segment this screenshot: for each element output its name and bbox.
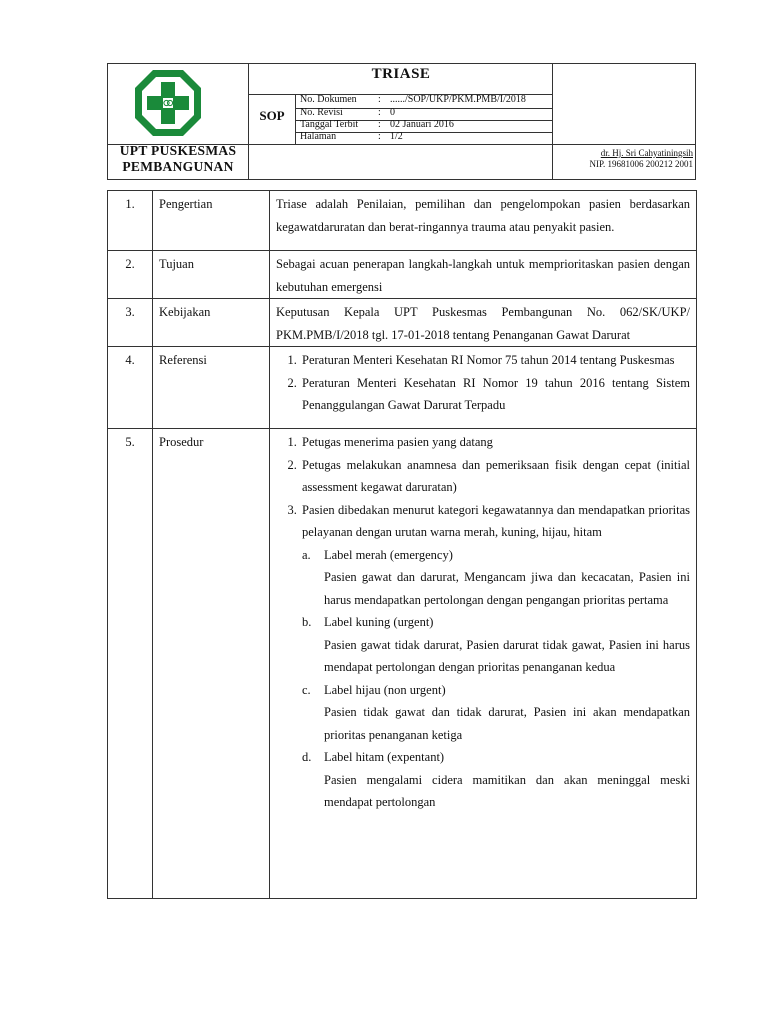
org-name-line1: UPT PUSKESMAS xyxy=(119,143,237,158)
section-title: Referensi xyxy=(153,347,270,429)
list-item: 1. Peraturan Menteri Kesehatan RI Nomor 75 tahun 2014 tentang Puskesmas xyxy=(300,349,690,372)
label-description: Pasien gawat dan darurat, Mengancam jiwa dan kecacatan, Pasien ini harus mendapatkan pertolongan dengan pengangan prioritas pertama xyxy=(324,570,690,607)
organization-name xyxy=(108,143,248,175)
section-title: Pengertian xyxy=(153,191,270,251)
label-title: Label hijau (non urgent) xyxy=(324,682,446,697)
procedure-list xyxy=(276,431,690,814)
label-item-yellow xyxy=(302,611,690,679)
section-number: 5. xyxy=(108,429,153,899)
label-marker: a. xyxy=(302,547,311,562)
section-content xyxy=(270,347,697,429)
list-item-text: 3. Pasien dibedakan menurut kategori kegawatannya dan mendapatkan prioritas pelayanan dengan urutan warna merah, kuning, hijau, hitam xyxy=(302,502,690,539)
section-row-policy xyxy=(108,299,697,347)
reference-list xyxy=(276,349,690,417)
label-description: Pasien mengalami cidera mamitikan dan akan meninggal meski mendapat pertolongan xyxy=(324,772,690,809)
section-row-purpose xyxy=(108,251,697,299)
meta-row-issue-date: Tanggal Terbit : 02 Januari 2016 xyxy=(300,119,454,130)
section-number: 3. xyxy=(108,299,153,347)
section-content xyxy=(270,429,697,899)
label-item-red xyxy=(302,544,690,612)
signature-block xyxy=(553,148,693,170)
list-item: 1. Petugas menerima pasien yang datang xyxy=(300,431,690,454)
org-name-line2: PEMBANGUNAN xyxy=(122,159,234,174)
signer-name: dr. Hj. Sri Cahyatiningsih xyxy=(600,148,693,158)
meta-row-document-number: No. Dokumen : ....../SOP/UKP/PKM.PMB/I/2018 xyxy=(300,94,526,105)
label-item-green xyxy=(302,679,690,747)
label-description: Pasien gawat tidak darurat, Pasien darurat tidak gawat, Pasien ini harus mendapat pertolongan dengan prioritas penanganan kedua xyxy=(324,637,690,674)
label-description: Pasien tidak gawat dan tidak darurat, Pasien ini akan mendapatkan prioritas penanganan ketiga xyxy=(324,705,690,742)
label-marker: d. xyxy=(302,750,312,764)
document-title: TRIASE xyxy=(371,66,431,82)
section-text: Keputusan Kepala UPT Puskesmas Pembangunan No. 062/SK/UKP/ PKM.PMB/I/2018 tgl. 17-01-2018 tentang Penanganan Gawat Darurat xyxy=(270,299,697,347)
label-item-black xyxy=(302,746,690,814)
section-row-procedure xyxy=(108,429,697,899)
section-title: Tujuan xyxy=(153,251,270,299)
list-item: 2. Petugas melakukan anamnesa dan pemeriksaan fisik dengan cepat (initial assessment kegawat daruratan) xyxy=(300,454,690,499)
section-row-definition xyxy=(108,191,697,251)
sop-content-table xyxy=(107,190,697,899)
section-row-references xyxy=(108,347,697,429)
section-title: Prosedur xyxy=(153,429,270,899)
list-item xyxy=(300,499,690,814)
label-marker: c. xyxy=(302,682,311,697)
meta-row-revision: No. Revisi : 0 xyxy=(300,107,395,118)
label-list xyxy=(302,544,690,814)
puskesmas-logo-icon xyxy=(133,68,203,138)
signer-nip: NIP. 19681006 200212 2001 xyxy=(589,159,693,169)
section-number: 4. xyxy=(108,347,153,429)
label-title: Label kuning (urgent) xyxy=(324,615,434,629)
section-number: 2. xyxy=(108,251,153,299)
section-title: Kebijakan xyxy=(153,299,270,347)
label-title: Label merah (emergency) xyxy=(324,547,453,562)
sop-label: SOP xyxy=(259,108,285,123)
section-text: Sebagai acuan penerapan langkah-langkah untuk memprioritaskan pasien dengan kebutuhan emergensi xyxy=(270,251,697,299)
label-title: Label hitam (expentant) xyxy=(324,750,445,764)
section-number: 1. xyxy=(108,191,153,251)
meta-row-page: Halaman : 1/2 xyxy=(300,131,403,142)
label-marker: b. xyxy=(302,615,312,629)
list-item: 2. Peraturan Menteri Kesehatan RI Nomor 19 tahun 2016 tentang Sistem Penanggulangan Gawat Darurat Terpadu xyxy=(300,372,690,417)
section-text: Triase adalah Penilaian, pemilihan dan pengelompokan pasien berdasarkan kegawatdaruratan dan berat-ringannya trauma atau penyakit pasien. xyxy=(270,191,697,251)
